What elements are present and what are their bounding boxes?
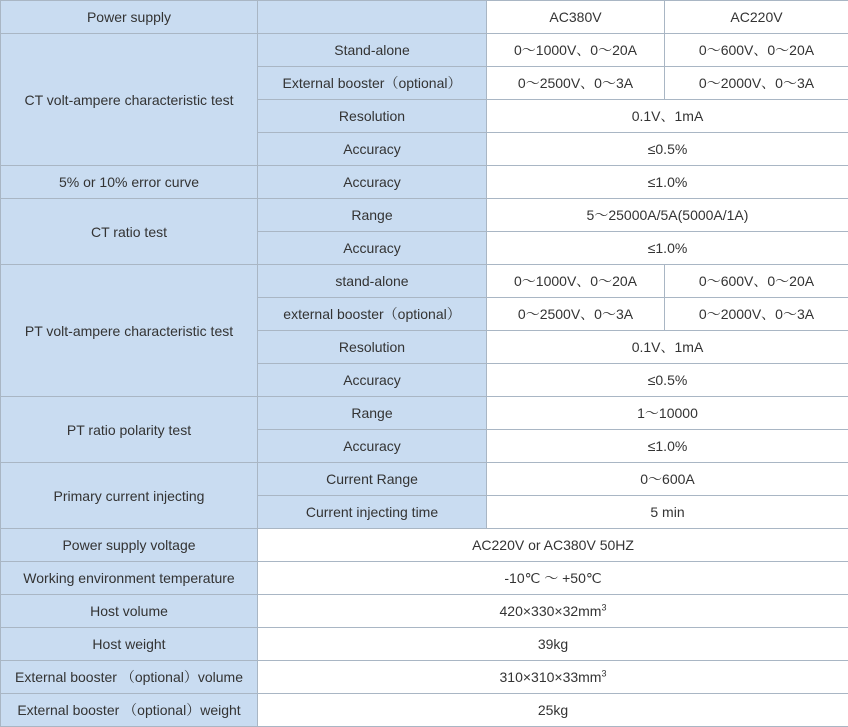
row-value: ≤0.5% (487, 364, 848, 397)
row-label: Range (258, 397, 487, 430)
row-value (258, 595, 848, 628)
pt-ratio-polarity-label: PT ratio polarity test (1, 397, 258, 463)
row-value: -10℃ ～ +50℃ (258, 562, 848, 595)
row-label: Current injecting time (258, 496, 487, 529)
row-value: ≤1.0% (487, 232, 848, 265)
row-label: External booster （optional）weight (1, 694, 258, 727)
superscript: 3 (601, 602, 607, 613)
ac220v-value: 0～600V、0～20A (665, 34, 848, 67)
row-value (258, 661, 848, 694)
row-label: External booster （optional）volume (1, 661, 258, 694)
table-row (1, 265, 848, 298)
row-label: Accuracy (258, 133, 487, 166)
row-value: 25kg (258, 694, 848, 727)
row-value: 39kg (258, 628, 848, 661)
row-label: External booster（optional） (258, 67, 487, 100)
row-label: Power supply voltage (1, 529, 258, 562)
power-supply-header: Power supply (1, 1, 258, 34)
row-value: ≤1.0% (487, 166, 848, 199)
row-value: ≤0.5% (487, 133, 848, 166)
ct-ratio-test-label: CT ratio test (1, 199, 258, 265)
row-value: 0.1V、1mA (487, 100, 848, 133)
row-value: ≤1.0% (487, 430, 848, 463)
row-label: Resolution (258, 100, 487, 133)
ac380v-value: 0～1000V、0～20A (487, 265, 665, 298)
row-label: external booster（optional） (258, 298, 487, 331)
table-row (1, 694, 848, 727)
table-row (1, 199, 848, 232)
row-label: Working environment temperature (1, 562, 258, 595)
row-label: Range (258, 199, 487, 232)
primary-current-label: Primary current injecting (1, 463, 258, 529)
row-label: Host weight (1, 628, 258, 661)
table-row (1, 463, 848, 496)
ac380v-value: 0～1000V、0～20A (487, 34, 665, 67)
value-text: 420×330×32mm (499, 603, 602, 619)
table-row (1, 166, 848, 199)
row-label: Accuracy (258, 364, 487, 397)
row-label: Current Range (258, 463, 487, 496)
ct-va-test-label: CT volt-ampere characteristic test (1, 34, 258, 166)
row-value: AC220V or AC380V 50HZ (258, 529, 848, 562)
table-row (1, 595, 848, 628)
row-label: Host volume (1, 595, 258, 628)
ac220v-value: 0～2000V、0～3A (665, 67, 848, 100)
row-value: 0～600A (487, 463, 848, 496)
table-row (1, 562, 848, 595)
ac220v-value: 0～2000V、0～3A (665, 298, 848, 331)
header-row (1, 1, 848, 34)
ac380v-header: AC380V (487, 1, 665, 34)
row-label: Accuracy (258, 232, 487, 265)
table-row (1, 628, 848, 661)
pt-va-test-label: PT volt-ampere characteristic test (1, 265, 258, 397)
row-label: Accuracy (258, 430, 487, 463)
row-label: stand-alone (258, 265, 487, 298)
table-row (1, 661, 848, 694)
value-text: 310×310×33mm (499, 669, 602, 685)
row-label: Resolution (258, 331, 487, 364)
table-row (1, 529, 848, 562)
error-curve-label: 5% or 10% error curve (1, 166, 258, 199)
row-value: 0.1V、1mA (487, 331, 848, 364)
ac220v-value: 0～600V、0～20A (665, 265, 848, 298)
row-value: 5 min (487, 496, 848, 529)
row-value: 5～25000A/5A(5000A/1A) (487, 199, 848, 232)
row-value: 1～10000 (487, 397, 848, 430)
ac380v-value: 0～2500V、0～3A (487, 67, 665, 100)
row-label: Accuracy (258, 166, 487, 199)
superscript: 3 (601, 668, 607, 679)
row-label: Stand-alone (258, 34, 487, 67)
table-row (1, 34, 848, 67)
ac380v-value: 0～2500V、0～3A (487, 298, 665, 331)
ac220v-header: AC220V (665, 1, 848, 34)
table-row (1, 397, 848, 430)
header-blank-cell (258, 1, 487, 34)
